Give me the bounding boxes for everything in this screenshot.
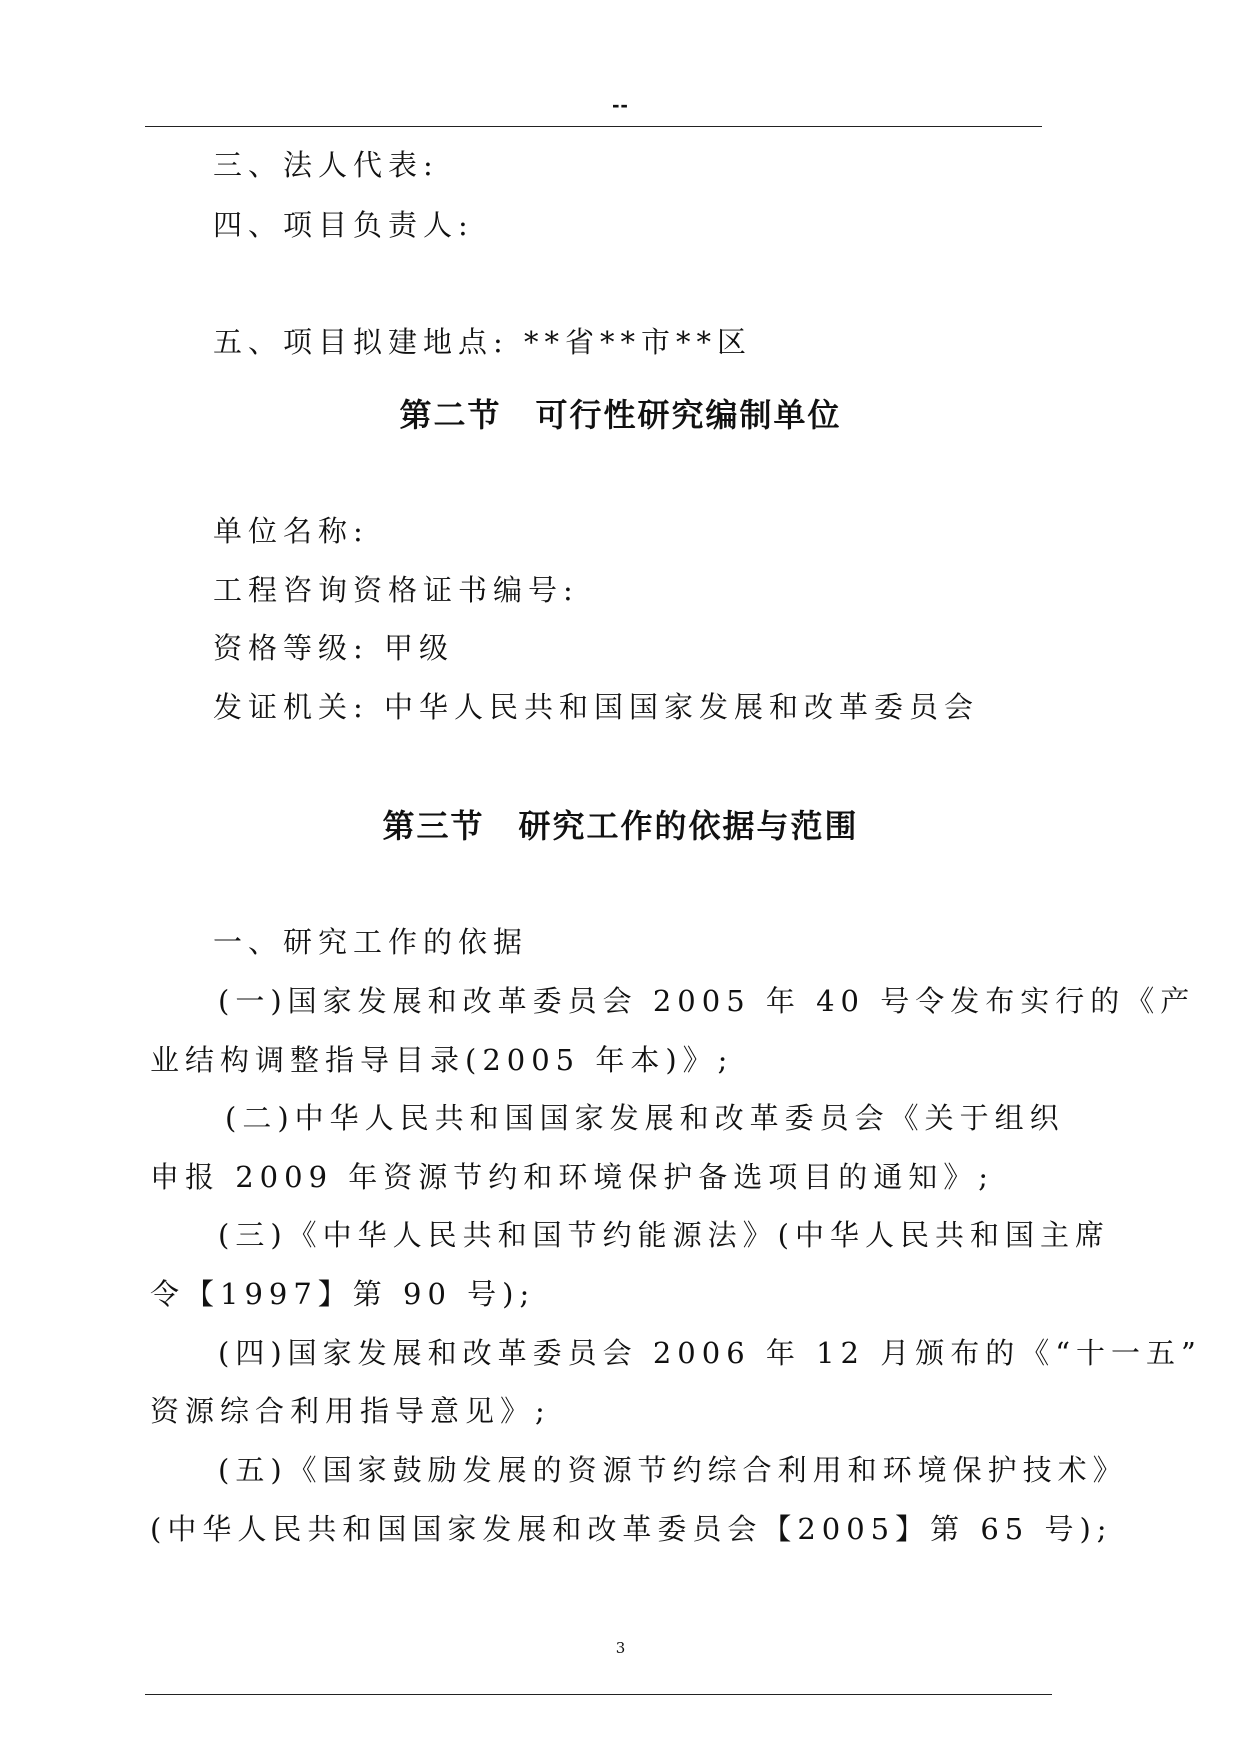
basis-item-5-line-1: (五)《国家鼓励发展的资源节约综合利用和环境保护技术》 <box>218 1453 1128 1487</box>
header-rule <box>145 126 1042 127</box>
section-2-title: 第二节 可行性研究编制单位 <box>399 396 842 434</box>
basis-item-2-line-2: 申报 2009 年资源节约和环境保护备选项目的通知》; <box>150 1160 995 1194</box>
basis-item-1-line-1: (一)国家发展和改革委员会 2005 年 40 号令发布实行的《产 <box>218 984 1196 1018</box>
header-mark: -- <box>612 92 629 117</box>
legal-rep-line: 三、法人代表: <box>213 148 439 182</box>
unit-name-line: 单位名称: <box>213 514 369 548</box>
basis-item-4-line-1: (四)国家发展和改革委员会 2006 年 12 月颁布的《“十一五” <box>218 1336 1202 1370</box>
certificate-number-line: 工程咨询资格证书编号: <box>213 573 579 607</box>
qualification-grade-line: 资格等级: 甲级 <box>213 631 454 665</box>
basis-item-5-line-2: (中华人民共和国国家发展和改革委员会【2005】第 65 号); <box>150 1512 1113 1546</box>
issuing-authority-line: 发证机关: 中华人民共和国国家发展和改革委员会 <box>213 690 979 724</box>
basis-item-3-line-2: 令【1997】第 90 号); <box>150 1277 536 1311</box>
basis-item-2-line-1: (二)中华人民共和国国家发展和改革委员会《关于组织 <box>225 1101 1065 1135</box>
project-lead-line: 四、项目负责人: <box>213 208 474 242</box>
footer-rule <box>145 1694 1052 1695</box>
project-site-line: 五、项目拟建地点: **省**市**区 <box>213 325 752 359</box>
page-number: 3 <box>615 1639 626 1657</box>
basis-item-1-line-2: 业结构调整指导目录(2005 年本)》; <box>150 1043 734 1077</box>
basis-item-3-line-1: (三)《中华人民共和国节约能源法》(中华人民共和国主席 <box>218 1218 1110 1252</box>
basis-item-4-line-2: 资源综合利用指导意见》; <box>150 1394 551 1428</box>
section-3-title: 第三节 研究工作的依据与范围 <box>382 807 859 845</box>
basis-heading: 一、研究工作的依据 <box>213 925 529 959</box>
